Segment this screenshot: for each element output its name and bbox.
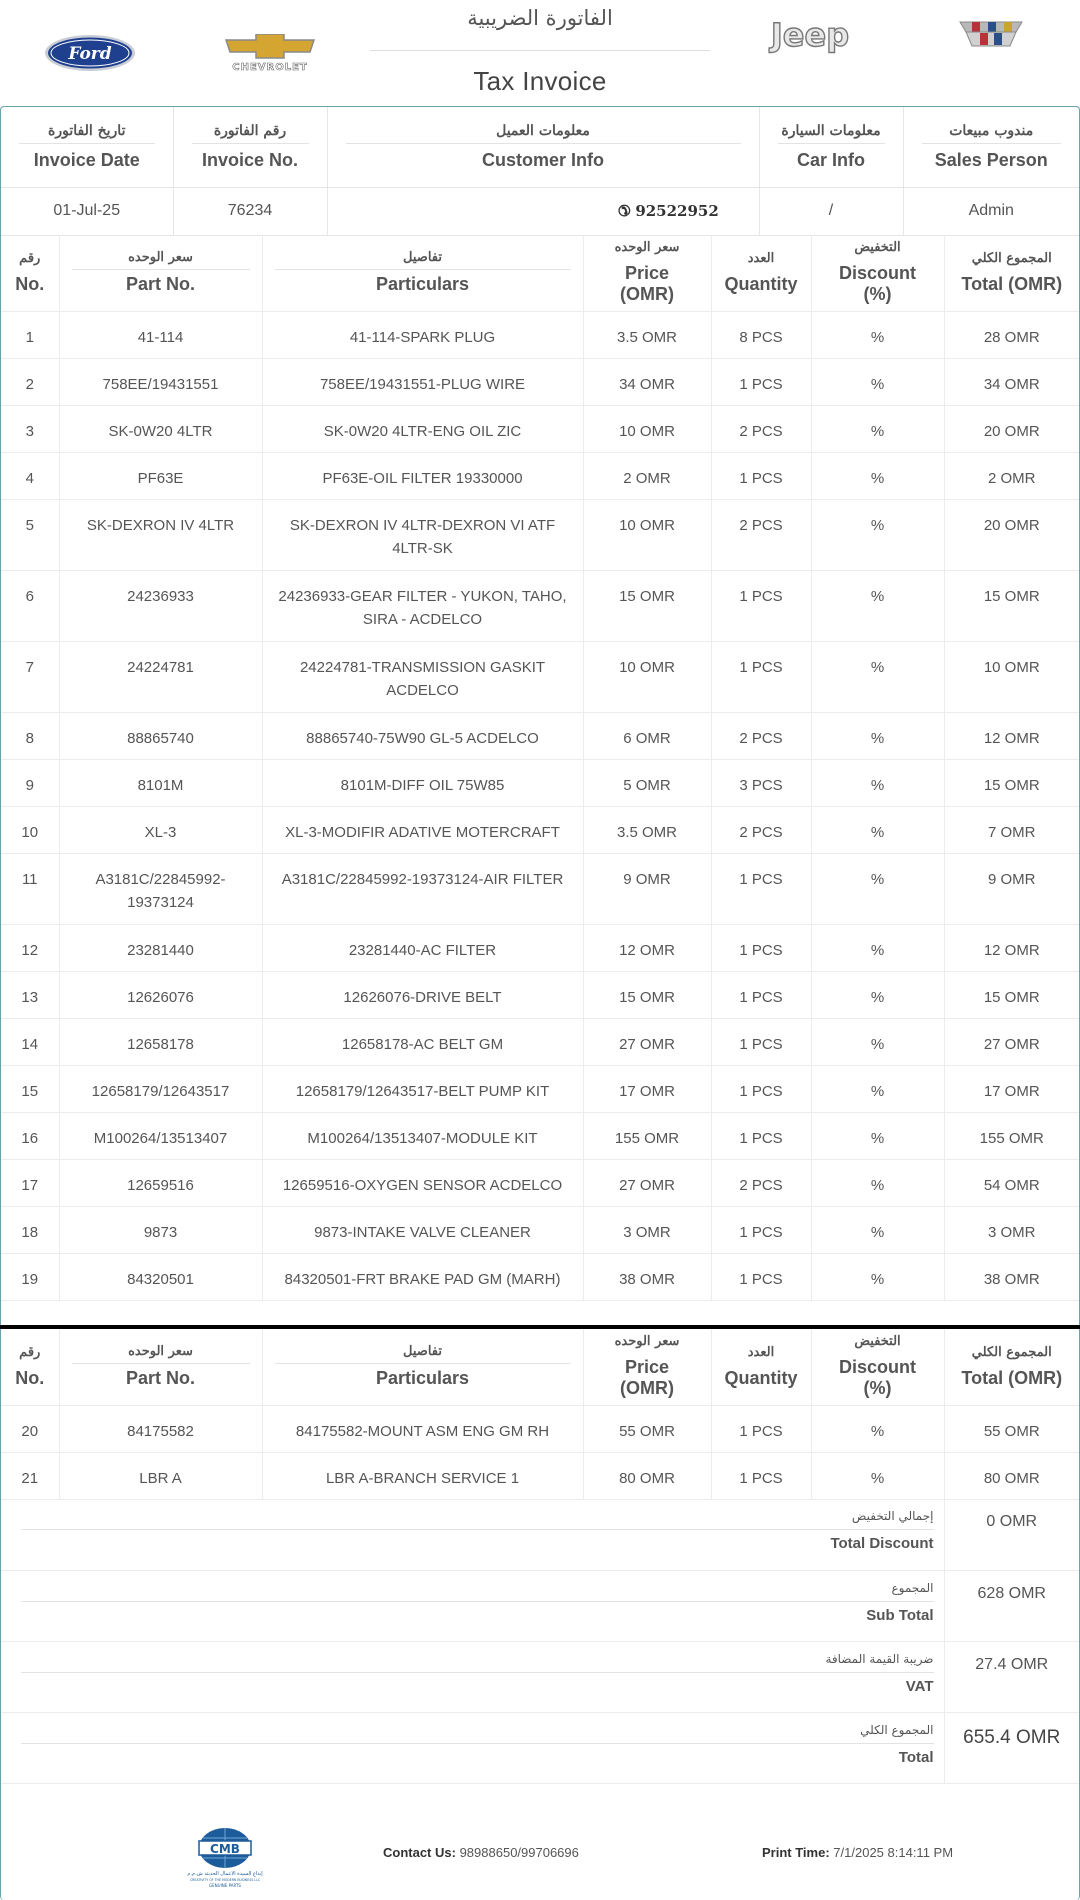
grand-total-row [1, 1712, 1079, 1783]
item-part-no: LBR A [59, 1452, 262, 1499]
table-row [1, 759, 1079, 806]
table-row [1, 1159, 1079, 1206]
item-no: 10 [1, 806, 59, 853]
col-header-price: سعر الوحده Price (OMR) [583, 235, 711, 311]
item-total: 27 OMR [944, 1018, 1079, 1065]
item-discount: % [811, 1405, 944, 1452]
item-no: 8 [1, 712, 59, 759]
item-part-no: 8101M [59, 759, 262, 806]
info-header-sales-person: مندوب مبيعات Sales Person [903, 107, 1079, 187]
item-quantity: 1 PCS [711, 641, 811, 712]
cadillac-logo [958, 18, 1024, 50]
col-header-quantity: العدد Quantity [711, 1329, 811, 1405]
item-discount: % [811, 1065, 944, 1112]
item-quantity: 1 PCS [711, 570, 811, 641]
print-time-value: 7/1/2025 8:14:11 PM [833, 1845, 954, 1860]
ford-logo-text: Ford [68, 44, 112, 64]
item-particulars: 84320501-FRT BRAKE PAD GM (MARH) [262, 1253, 583, 1300]
item-quantity: 1 PCS [711, 1112, 811, 1159]
subtotal-label: Sub Total [866, 1606, 934, 1624]
item-part-no: 12659516 [59, 1159, 262, 1206]
item-price: 10 OMR [583, 499, 711, 570]
item-total: 17 OMR [944, 1065, 1079, 1112]
item-particulars: 41-114-SPARK PLUG [262, 311, 583, 358]
item-price: 10 OMR [583, 405, 711, 452]
table-row [1, 1065, 1079, 1112]
contact-value: 98988650/99706696 [459, 1845, 579, 1860]
item-particulars: SK-DEXRON IV 4LTR-DEXRON VI ATF 4LTR-SK [262, 499, 583, 570]
item-part-no: 84320501 [59, 1253, 262, 1300]
cmb-logo-text: CMB [210, 1842, 240, 1856]
item-no: 6 [1, 570, 59, 641]
item-no: 5 [1, 499, 59, 570]
item-no: 7 [1, 641, 59, 712]
item-total: 9 OMR [944, 853, 1079, 924]
item-quantity: 1 PCS [711, 1452, 811, 1499]
item-quantity: 2 PCS [711, 806, 811, 853]
title-arabic: الفاتورة الضريبية [467, 6, 613, 30]
item-quantity: 3 PCS [711, 759, 811, 806]
item-part-no: 12658179/12643517 [59, 1065, 262, 1112]
chevrolet-logo [222, 34, 318, 76]
item-part-no: A3181C/22845992-19373124 [59, 853, 262, 924]
item-total: 34 OMR [944, 358, 1079, 405]
table-row [1, 1018, 1079, 1065]
invoice-info-table [1, 107, 1079, 236]
item-price: 15 OMR [583, 971, 711, 1018]
item-discount: % [811, 1206, 944, 1253]
item-price: 34 OMR [583, 358, 711, 405]
item-discount: % [811, 570, 944, 641]
chevrolet-logo-text: CHEVROLET [232, 62, 308, 73]
info-header-customer: معلومات العميل Customer Info [327, 107, 759, 187]
grand-total-label: Total [898, 1748, 934, 1766]
item-price: 6 OMR [583, 712, 711, 759]
item-no: 13 [1, 971, 59, 1018]
total-discount-value: 0 OMR [944, 1499, 1079, 1570]
col-header-total: المجموع الكلي Total (OMR) [944, 235, 1079, 311]
item-total: 12 OMR [944, 924, 1079, 971]
table-row [1, 641, 1079, 712]
items-header-row [1, 1329, 1079, 1405]
item-total: 15 OMR [944, 570, 1079, 641]
table-row [1, 971, 1079, 1018]
item-no: 3 [1, 405, 59, 452]
item-part-no: 12658178 [59, 1018, 262, 1065]
col-header-part-no: سعر الوحده Part No. [59, 235, 262, 311]
item-discount: % [811, 405, 944, 452]
item-no: 20 [1, 1405, 59, 1452]
vat-value: 27.4 OMR [944, 1641, 1079, 1712]
item-quantity: 2 PCS [711, 499, 811, 570]
item-particulars: 24224781-TRANSMISSION GASKIT ACDELCO [262, 641, 583, 712]
item-particulars: 12659516-OXYGEN SENSOR ACDELCO [262, 1159, 583, 1206]
item-no: 4 [1, 452, 59, 499]
item-quantity: 1 PCS [711, 971, 811, 1018]
item-discount: % [811, 1159, 944, 1206]
item-no: 2 [1, 358, 59, 405]
item-quantity: 1 PCS [711, 358, 811, 405]
contact-label: Contact Us: [383, 1845, 456, 1860]
item-price: 15 OMR [583, 570, 711, 641]
item-price: 55 OMR [583, 1405, 711, 1452]
item-particulars: 23281440-AC FILTER [262, 924, 583, 971]
total-discount-row [1, 1499, 1079, 1570]
item-part-no: 41-114 [59, 311, 262, 358]
page-title: Tax Invoice [473, 66, 607, 96]
items-table-page-1 [1, 235, 1079, 1301]
item-price: 80 OMR [583, 1452, 711, 1499]
item-discount: % [811, 853, 944, 924]
subtotal-row [1, 1570, 1079, 1641]
item-no: 14 [1, 1018, 59, 1065]
item-total: 20 OMR [944, 499, 1079, 570]
grand-total-label-ar: المجموع الكلي [21, 1723, 934, 1744]
title-divider [370, 50, 710, 51]
item-total: 28 OMR [944, 311, 1079, 358]
item-particulars: 12658179/12643517-BELT PUMP KIT [262, 1065, 583, 1112]
item-part-no: 758EE/19431551 [59, 358, 262, 405]
col-header-price: سعر الوحده Price (OMR) [583, 1329, 711, 1405]
item-discount: % [811, 1018, 944, 1065]
table-row [1, 358, 1079, 405]
table-row [1, 1206, 1079, 1253]
item-part-no: 84175582 [59, 1405, 262, 1452]
item-discount: % [811, 452, 944, 499]
item-discount: % [811, 311, 944, 358]
col-header-no: رقم No. [1, 235, 59, 311]
item-no: 18 [1, 1206, 59, 1253]
item-price: 27 OMR [583, 1159, 711, 1206]
item-quantity: 2 PCS [711, 712, 811, 759]
col-header-discount: التخفيض Discount (%) [811, 1329, 944, 1405]
item-price: 10 OMR [583, 641, 711, 712]
vat-row [1, 1641, 1079, 1712]
item-total: 38 OMR [944, 1253, 1079, 1300]
table-row [1, 452, 1079, 499]
item-quantity: 8 PCS [711, 311, 811, 358]
item-no: 17 [1, 1159, 59, 1206]
item-part-no: 88865740 [59, 712, 262, 759]
item-part-no: 23281440 [59, 924, 262, 971]
item-discount: % [811, 1112, 944, 1159]
item-particulars: XL-3-MODIFIR ADATIVE MOTERCRAFT [262, 806, 583, 853]
item-price: 155 OMR [583, 1112, 711, 1159]
item-price: 12 OMR [583, 924, 711, 971]
table-row [1, 1452, 1079, 1499]
total-discount-label-ar: إجمالي التخفيض [21, 1509, 934, 1530]
item-quantity: 1 PCS [711, 1253, 811, 1300]
totals-table [1, 1499, 1079, 1784]
item-quantity: 2 PCS [711, 1159, 811, 1206]
item-total: 3 OMR [944, 1206, 1079, 1253]
item-total: 155 OMR [944, 1112, 1079, 1159]
item-no: 15 [1, 1065, 59, 1112]
table-row [1, 712, 1079, 759]
item-discount: % [811, 499, 944, 570]
col-header-particulars: تفاصيل Particulars [262, 1329, 583, 1405]
item-quantity: 1 PCS [711, 1206, 811, 1253]
item-particulars: 12626076-DRIVE BELT [262, 971, 583, 1018]
sales-person: Admin [903, 187, 1079, 235]
table-row [1, 806, 1079, 853]
item-no: 1 [1, 311, 59, 358]
print-time-label: Print Time: [762, 1845, 830, 1860]
item-total: 55 OMR [944, 1405, 1079, 1452]
item-particulars: SK-0W20 4LTR-ENG OIL ZIC [262, 405, 583, 452]
ford-logo [44, 34, 136, 72]
item-part-no: M100264/13513407 [59, 1112, 262, 1159]
car-info: / [759, 187, 903, 235]
table-row [1, 1253, 1079, 1300]
subtotal-value: 628 OMR [944, 1570, 1079, 1641]
col-header-discount: التخفيض Discount (%) [811, 235, 944, 311]
grand-total-value: 655.4 OMR [944, 1712, 1079, 1783]
item-part-no: 24236933 [59, 570, 262, 641]
table-row [1, 311, 1079, 358]
item-particulars: 758EE/19431551-PLUG WIRE [262, 358, 583, 405]
items-body-page-2 [1, 1405, 1079, 1499]
invoice-footer [0, 1820, 1080, 1895]
item-particulars: 88865740-75W90 GL-5 ACDELCO [262, 712, 583, 759]
item-total: 80 OMR [944, 1452, 1079, 1499]
item-discount: % [811, 712, 944, 759]
item-discount: % [811, 759, 944, 806]
cmb-logo [185, 1826, 265, 1890]
table-row [1, 1112, 1079, 1159]
item-particulars: 84175582-MOUNT ASM ENG GM RH [262, 1405, 583, 1452]
item-particulars: A3181C/22845992-19373124-AIR FILTER [262, 853, 583, 924]
item-particulars: PF63E-OIL FILTER 19330000 [262, 452, 583, 499]
table-row [1, 853, 1079, 924]
total-discount-label: Total Discount [830, 1535, 934, 1552]
item-quantity: 1 PCS [711, 452, 811, 499]
item-quantity: 1 PCS [711, 924, 811, 971]
item-particulars: 8101M-DIFF OIL 75W85 [262, 759, 583, 806]
info-header-invoice-date: تاريخ الفاتورة Invoice Date [1, 107, 173, 187]
table-row [1, 499, 1079, 570]
item-total: 12 OMR [944, 712, 1079, 759]
item-discount: % [811, 806, 944, 853]
item-discount: % [811, 358, 944, 405]
info-header-invoice-no: رقم الفاتورة Invoice No. [173, 107, 327, 187]
item-particulars: M100264/13513407-MODULE KIT [262, 1112, 583, 1159]
item-part-no: XL-3 [59, 806, 262, 853]
item-price: 5 OMR [583, 759, 711, 806]
item-part-no: 24224781 [59, 641, 262, 712]
info-header-car: معلومات السيارة Car Info [759, 107, 903, 187]
item-price: 3.5 OMR [583, 806, 711, 853]
item-no: 11 [1, 853, 59, 924]
vat-label-ar: ضريبة القيمة المضافة [21, 1652, 934, 1673]
col-header-no: رقم No. [1, 1329, 59, 1405]
cmb-caption-sub: GENUINE PARTS [209, 1883, 241, 1888]
contact-info [383, 1845, 579, 1860]
item-no: 19 [1, 1253, 59, 1300]
item-part-no: PF63E [59, 452, 262, 499]
phone-icon: ✆ [617, 201, 631, 220]
col-header-quantity: العدد Quantity [711, 235, 811, 311]
invoice-header [0, 0, 1080, 105]
item-quantity: 1 PCS [711, 1065, 811, 1112]
item-discount: % [811, 924, 944, 971]
table-row [1, 924, 1079, 971]
item-quantity: 1 PCS [711, 1018, 811, 1065]
item-part-no: SK-0W20 4LTR [59, 405, 262, 452]
item-quantity: 1 PCS [711, 853, 811, 924]
item-total: 54 OMR [944, 1159, 1079, 1206]
cmb-caption-ar: إبداع السيدة الاعمال الحديثة ش.م.م [187, 1871, 263, 1877]
item-price: 38 OMR [583, 1253, 711, 1300]
item-no: 12 [1, 924, 59, 971]
vat-label: VAT [905, 1677, 934, 1695]
item-total: 2 OMR [944, 452, 1079, 499]
item-price: 27 OMR [583, 1018, 711, 1065]
item-price: 9 OMR [583, 853, 711, 924]
item-total: 10 OMR [944, 641, 1079, 712]
print-time [762, 1845, 953, 1860]
item-discount: % [811, 971, 944, 1018]
item-discount: % [811, 641, 944, 712]
item-particulars: LBR A-BRANCH SERVICE 1 [262, 1452, 583, 1499]
items-table-page-2 [1, 1329, 1079, 1500]
item-particulars: 12658178-AC BELT GM [262, 1018, 583, 1065]
col-header-part-no: سعر الوحده Part No. [59, 1329, 262, 1405]
item-particulars: 9873-INTAKE VALVE CLEANER [262, 1206, 583, 1253]
col-header-particulars: تفاصيل Particulars [262, 235, 583, 311]
item-price: 3.5 OMR [583, 311, 711, 358]
item-particulars: 24236933-GEAR FILTER - YUKON, TAHO, SIRA - ACDELCO [262, 570, 583, 641]
subtotal-label-ar: المجموع [21, 1581, 934, 1602]
item-part-no: 12626076 [59, 971, 262, 1018]
item-part-no: SK-DEXRON IV 4LTR [59, 499, 262, 570]
item-part-no: 9873 [59, 1206, 262, 1253]
items-body-page-1 [1, 311, 1079, 1300]
jeep-logo [765, 14, 855, 56]
table-row [1, 405, 1079, 452]
item-total: 15 OMR [944, 971, 1079, 1018]
invoice-date: 01-Jul-25 [1, 187, 173, 235]
invoice-number: 76234 [173, 187, 327, 235]
table-row [1, 570, 1079, 641]
table-row [1, 1405, 1079, 1452]
cmb-caption-en: CREATIVITY OF THE MODERN BUSINESS LLC [189, 1878, 261, 1882]
col-header-total: المجموع الكلي Total (OMR) [944, 1329, 1079, 1405]
item-total: 7 OMR [944, 806, 1079, 853]
item-total: 15 OMR [944, 759, 1079, 806]
jeep-logo-text: Jeep [770, 16, 850, 54]
customer-phone: ✆ 92522952 [617, 201, 719, 220]
item-price: 3 OMR [583, 1206, 711, 1253]
item-price: 2 OMR [583, 452, 711, 499]
item-quantity: 1 PCS [711, 1405, 811, 1452]
item-discount: % [811, 1253, 944, 1300]
item-quantity: 2 PCS [711, 405, 811, 452]
item-no: 16 [1, 1112, 59, 1159]
customer-info [327, 187, 759, 235]
item-price: 17 OMR [583, 1065, 711, 1112]
items-header-row [1, 235, 1079, 311]
item-total: 20 OMR [944, 405, 1079, 452]
item-no: 21 [1, 1452, 59, 1499]
item-discount: % [811, 1452, 944, 1499]
item-no: 9 [1, 759, 59, 806]
